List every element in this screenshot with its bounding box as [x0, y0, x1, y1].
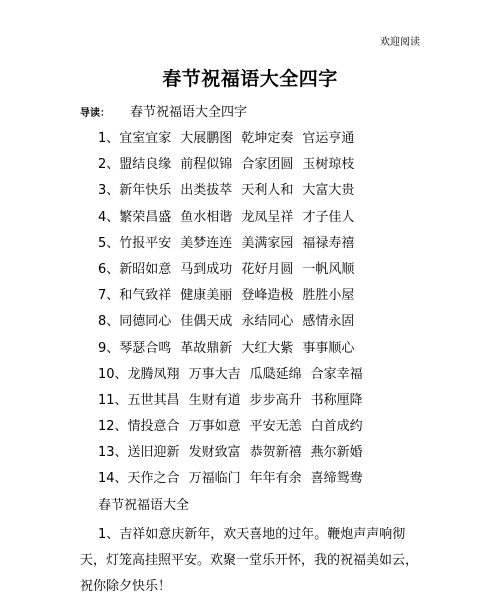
- list-item: [98, 285, 372, 311]
- header-note: 欢迎阅读: [380, 37, 420, 48]
- list-item-phrase: 美满家园: [241, 235, 294, 251]
- list-item-phrase: 乾坤定奏: [241, 131, 294, 146]
- section-title: 春节祝福语大全: [98, 498, 190, 513]
- list-item-phrase: 白首成约: [310, 419, 363, 435]
- list-item-number: 6、: [98, 261, 120, 277]
- list-item-phrase: 大红大紫: [241, 340, 294, 356]
- list-item-phrase: 送旧迎新: [127, 445, 180, 461]
- list-item: [98, 468, 372, 494]
- list-item-phrase: 生财有道: [188, 392, 241, 408]
- section-paragraph: 1、吉祥如意庆新年，欢天喜地的过年。鞭炮声声响彻天，灯笼高挂照平安。欢聚一堂乐开怀，我的祝福美如云，祝你除夕快乐！: [80, 527, 419, 594]
- list-item: [98, 259, 372, 285]
- list-item-phrase: 大展鹏图: [180, 131, 233, 146]
- list-item-phrase: 书称厘降: [310, 392, 363, 408]
- list-item: [98, 128, 372, 154]
- list-item-number: 1、: [98, 131, 120, 146]
- list-item: [98, 311, 372, 337]
- list-item-number: 5、: [98, 235, 120, 251]
- list-item-number: 3、: [98, 183, 120, 199]
- list-item: [98, 207, 372, 233]
- list-item-phrase: 玉树琼枝: [302, 157, 355, 173]
- list-item-phrase: 鱼水相谐: [180, 209, 233, 225]
- list-item-phrase: 才子佳人: [302, 209, 355, 225]
- list-item: [98, 364, 372, 390]
- list-item-phrase: 感情永固: [302, 314, 355, 330]
- list-item-number: 4、: [98, 209, 120, 225]
- list-item-phrase: 恭贺新禧: [249, 445, 302, 461]
- page-title: 春节祝福语大全四字: [162, 68, 338, 90]
- list-item-phrase: 万福临门: [188, 471, 241, 487]
- list-item-phrase: 瓜瓞延绵: [249, 366, 302, 382]
- list-item-number: 13、: [98, 445, 128, 461]
- list-item: [98, 338, 372, 364]
- list-item-phrase: 革故鼎新: [180, 340, 233, 356]
- list-item-number: 14、: [98, 471, 128, 487]
- list-item-phrase: 情投意合: [127, 419, 180, 435]
- list-item: [98, 442, 372, 468]
- list-item-phrase: 马到成功: [180, 261, 233, 277]
- list-item-phrase: 盟结良缘: [119, 157, 172, 173]
- list-item-number: 11、: [98, 392, 128, 408]
- list-item-phrase: 健康美丽: [180, 288, 233, 304]
- list-item-phrase: 发财致富: [188, 445, 241, 461]
- list-item-phrase: 竹报平安: [119, 235, 172, 251]
- list-item-phrase: 琴瑟合鸣: [119, 340, 172, 356]
- list-item-phrase: 天作之合: [127, 471, 180, 487]
- list-item-phrase: 繁荣昌盛: [119, 209, 172, 225]
- list-item-phrase: 事事顺心: [302, 340, 355, 356]
- list-item-phrase: 美梦连连: [180, 235, 233, 251]
- list-item-phrase: 前程似锦: [180, 157, 233, 173]
- list-item-phrase: 天利人和: [241, 183, 294, 199]
- list-item-phrase: 新年快乐: [119, 183, 172, 199]
- list-item: [98, 416, 372, 442]
- list-item-phrase: 登峰造极: [241, 288, 294, 304]
- intro-text: 春节祝福语大全四字: [130, 105, 248, 120]
- intro-label: 导读：: [80, 108, 110, 119]
- list-item-phrase: 龙凤呈祥: [241, 209, 294, 225]
- list-item-number: 12、: [98, 419, 128, 435]
- list-item: [98, 233, 372, 259]
- greeting-list: [98, 128, 372, 495]
- list-item-phrase: 出类拔萃: [180, 183, 233, 199]
- list-item-phrase: 万事如意: [188, 419, 241, 435]
- list-item-number: 10、: [98, 366, 128, 382]
- list-item-phrase: 平安无恙: [249, 419, 302, 435]
- list-item: [98, 154, 372, 180]
- list-item-phrase: 合家团圆: [241, 157, 294, 173]
- list-item-phrase: 万事大吉: [188, 366, 241, 382]
- list-item-phrase: 一帆风顺: [302, 261, 355, 277]
- list-item-phrase: 合家幸福: [310, 366, 363, 382]
- list-item-number: 2、: [98, 157, 120, 173]
- list-item-phrase: 和气致祥: [119, 288, 172, 304]
- list-item: [98, 180, 372, 206]
- list-item-phrase: 胜胜小屋: [302, 288, 355, 304]
- list-item-phrase: 宜室宜家: [119, 131, 172, 146]
- list-item-phrase: 福禄寿禧: [302, 235, 355, 251]
- list-item-phrase: 龙腾凤翔: [127, 366, 180, 382]
- list-item-phrase: 燕尔新婚: [310, 445, 363, 461]
- list-item-phrase: 花好月圆: [241, 261, 294, 277]
- intro-line: [80, 104, 247, 122]
- list-item-number: 9、: [98, 340, 120, 356]
- list-item: [98, 390, 372, 416]
- list-item-number: 8、: [98, 314, 120, 330]
- list-item-phrase: 永结同心: [241, 314, 294, 330]
- list-item-phrase: 大富大贵: [302, 183, 355, 199]
- list-item-phrase: 官运亨通: [302, 131, 355, 146]
- list-item-phrase: 新昭如意: [119, 261, 172, 277]
- list-item-number: 7、: [98, 288, 120, 304]
- list-item-phrase: 喜缔鸳鸯: [310, 471, 363, 487]
- list-item-phrase: 佳偶天成: [180, 314, 233, 330]
- list-item-phrase: 五世其昌: [127, 392, 180, 408]
- list-item-phrase: 年年有余: [249, 471, 302, 487]
- list-item-phrase: 同德同心: [119, 314, 172, 330]
- list-item-phrase: 步步高升: [249, 392, 302, 408]
